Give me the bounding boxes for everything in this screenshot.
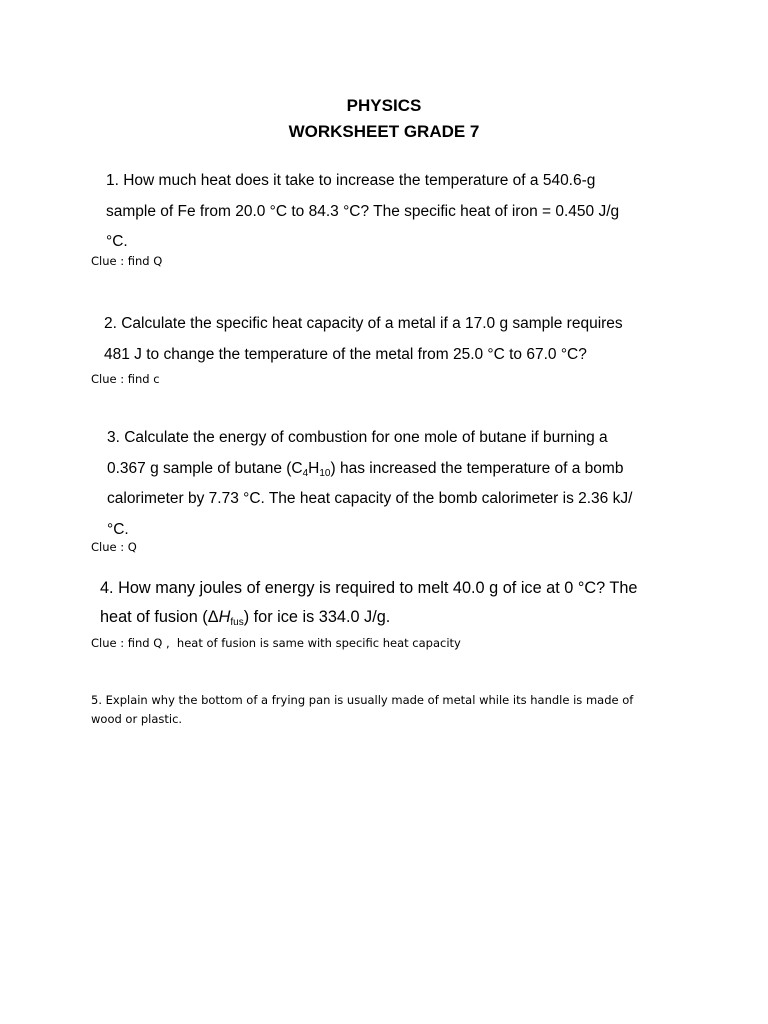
question-3-line-2-text-c: ) has increased the temperature of a bomb (330, 459, 624, 477)
question-3-clue: Clue : Q (91, 540, 137, 554)
question-3-line-2-text-b: H (308, 459, 320, 477)
question-3-subscript-hydrogen: 10 (319, 467, 331, 479)
question-4-enthalpy-symbol: H (218, 608, 231, 626)
question-2-line-2: 481 J to change the temperature of the metal from 25.0 °C to 67.0 °C? (104, 345, 587, 363)
question-3 (107, 423, 632, 545)
question-3-line-4: °C. (107, 520, 129, 538)
question-1-line-1: 1. How much heat does it take to increase the temperature of a 540.6-g (106, 172, 596, 189)
question-5 (91, 691, 633, 729)
question-2-clue: Clue : find c (91, 372, 160, 386)
question-4-line-2 (100, 603, 637, 632)
question-3-line-2 (107, 454, 632, 485)
worksheet-title: WORKSHEET GRADE 7 (288, 122, 480, 141)
question-4-line-2-text-b: ) for ice is 334.0 J/g. (243, 608, 391, 626)
question-4-clue: Clue : find Q , heat of fusion is same with specific heat capacity (91, 636, 461, 650)
question-1-line-2: sample of Fe from 20.0 °C to 84.3 °C? The specific heat of iron = 0.450 J/g (106, 202, 620, 220)
question-4 (100, 574, 637, 632)
question-3-line-2-text-a: 0.367 g sample of butane (C (107, 459, 303, 477)
question-1-clue: Clue : find Q (91, 254, 163, 268)
question-3-subscript-carbon: 4 (302, 467, 309, 479)
question-4-line-1: 4. How many joules of energy is required to melt 40.0 g of ice at 0 °C? The (100, 579, 638, 597)
question-3-line-3: calorimeter by 7.73 °C. The heat capacity of the bomb calorimeter is 2.36 kJ/ (107, 490, 633, 507)
question-1-line-3: °C. (106, 233, 128, 250)
question-4-subscript-fus: fus (230, 617, 244, 628)
question-3-line-1: 3. Calculate the energy of combustion for one mole of butane if burning a (107, 429, 608, 446)
question-4-line-2-text-a: heat of fusion (Δ (100, 608, 219, 626)
question-5-line-2: wood or plastic. (91, 712, 183, 726)
question-2-line-1: 2. Calculate the specific heat capacity of a metal if a 17.0 g sample requires (104, 315, 623, 332)
question-1 (106, 166, 619, 258)
question-2 (104, 309, 623, 370)
page-title: PHYSICS (346, 96, 422, 115)
question-5-line-1: 5. Explain why the bottom of a frying pan is usually made of metal while its handle is made of (91, 693, 634, 707)
